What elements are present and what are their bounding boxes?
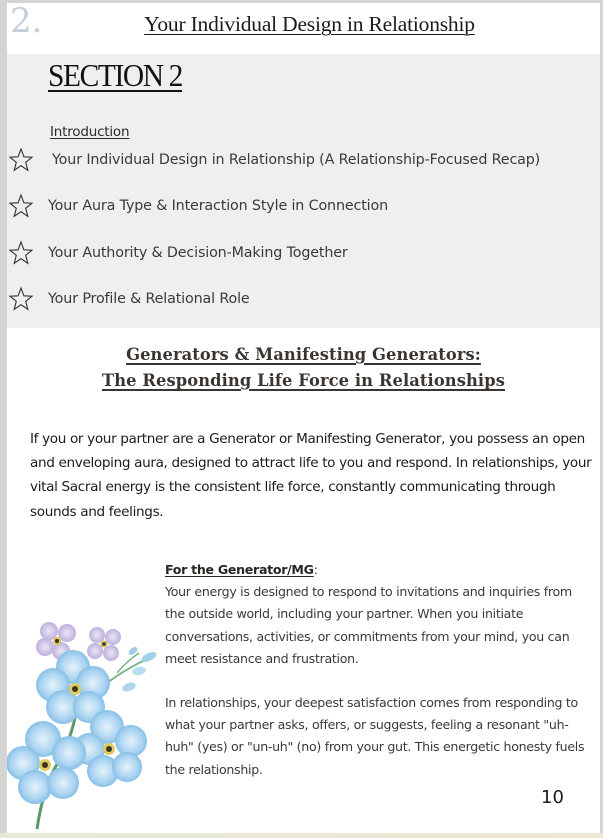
generator-subhead: For the Generator/MG bbox=[165, 562, 314, 577]
page-bottom-edge bbox=[0, 833, 603, 838]
introduction-link[interactable]: Introduction bbox=[50, 124, 130, 140]
toc-item-label: Your Profile & Relational Role bbox=[48, 291, 250, 307]
main-heading bbox=[7, 342, 600, 394]
toc-item-profile[interactable] bbox=[7, 286, 250, 312]
toc-item-individual-design[interactable] bbox=[7, 147, 540, 173]
forget-me-not-flower-illustration bbox=[7, 611, 167, 833]
main-heading-line-2: The Responding Life Force in Relationships bbox=[102, 371, 505, 390]
toc-item-label: Your Individual Design in Relationship (A Relationship-Focused Recap) bbox=[52, 152, 541, 168]
generator-section bbox=[165, 559, 595, 781]
toc-item-label: Your Authority & Decision-Making Together bbox=[48, 245, 348, 261]
star-outline-icon bbox=[8, 240, 34, 266]
section-contents-panel bbox=[7, 54, 600, 328]
generator-paragraph-1: Your energy is designed to respond to invitations and inquiries from the outside world, including your partner. When you initiate conversations, activities, or commitments from your mind, you can meet resistance and frustration. bbox=[165, 584, 572, 666]
toc-item-authority[interactable] bbox=[7, 240, 348, 266]
toc-item-label: Your Aura Type & Interaction Style in Connection bbox=[48, 198, 389, 214]
intro-paragraph: If you or your partner are a Generator or Manifesting Generator, you possess an open and enveloping aura, designed to attract life to you and respond. In relationships, your vital Sacral energy is the consistent life force, constantly communicating through sounds and feelings. bbox=[30, 431, 592, 520]
generator-paragraph-2: In relationships, your deepest satisfaction comes from responding to what your partner asks, offers, or suggests, feeling a resonant "uh-huh" (yes) or "un-uh" (no) from your gut. This energetic honesty fuels the relationship. bbox=[165, 695, 585, 777]
chapter-number: 2. bbox=[10, 3, 43, 41]
toc-item-aura-type[interactable] bbox=[7, 193, 388, 219]
star-outline-icon bbox=[8, 193, 34, 219]
page-number: 10 bbox=[541, 787, 564, 808]
chapter-title: Your Individual Design in Relationship bbox=[144, 12, 475, 36]
document-page bbox=[7, 3, 600, 833]
main-heading-line-1: Generators & Manifesting Generators: bbox=[126, 345, 481, 364]
star-outline-icon bbox=[8, 147, 34, 173]
star-outline-icon bbox=[8, 286, 34, 312]
section-title: SECTION 2 bbox=[48, 57, 182, 93]
generator-subhead-colon: : bbox=[313, 562, 318, 577]
